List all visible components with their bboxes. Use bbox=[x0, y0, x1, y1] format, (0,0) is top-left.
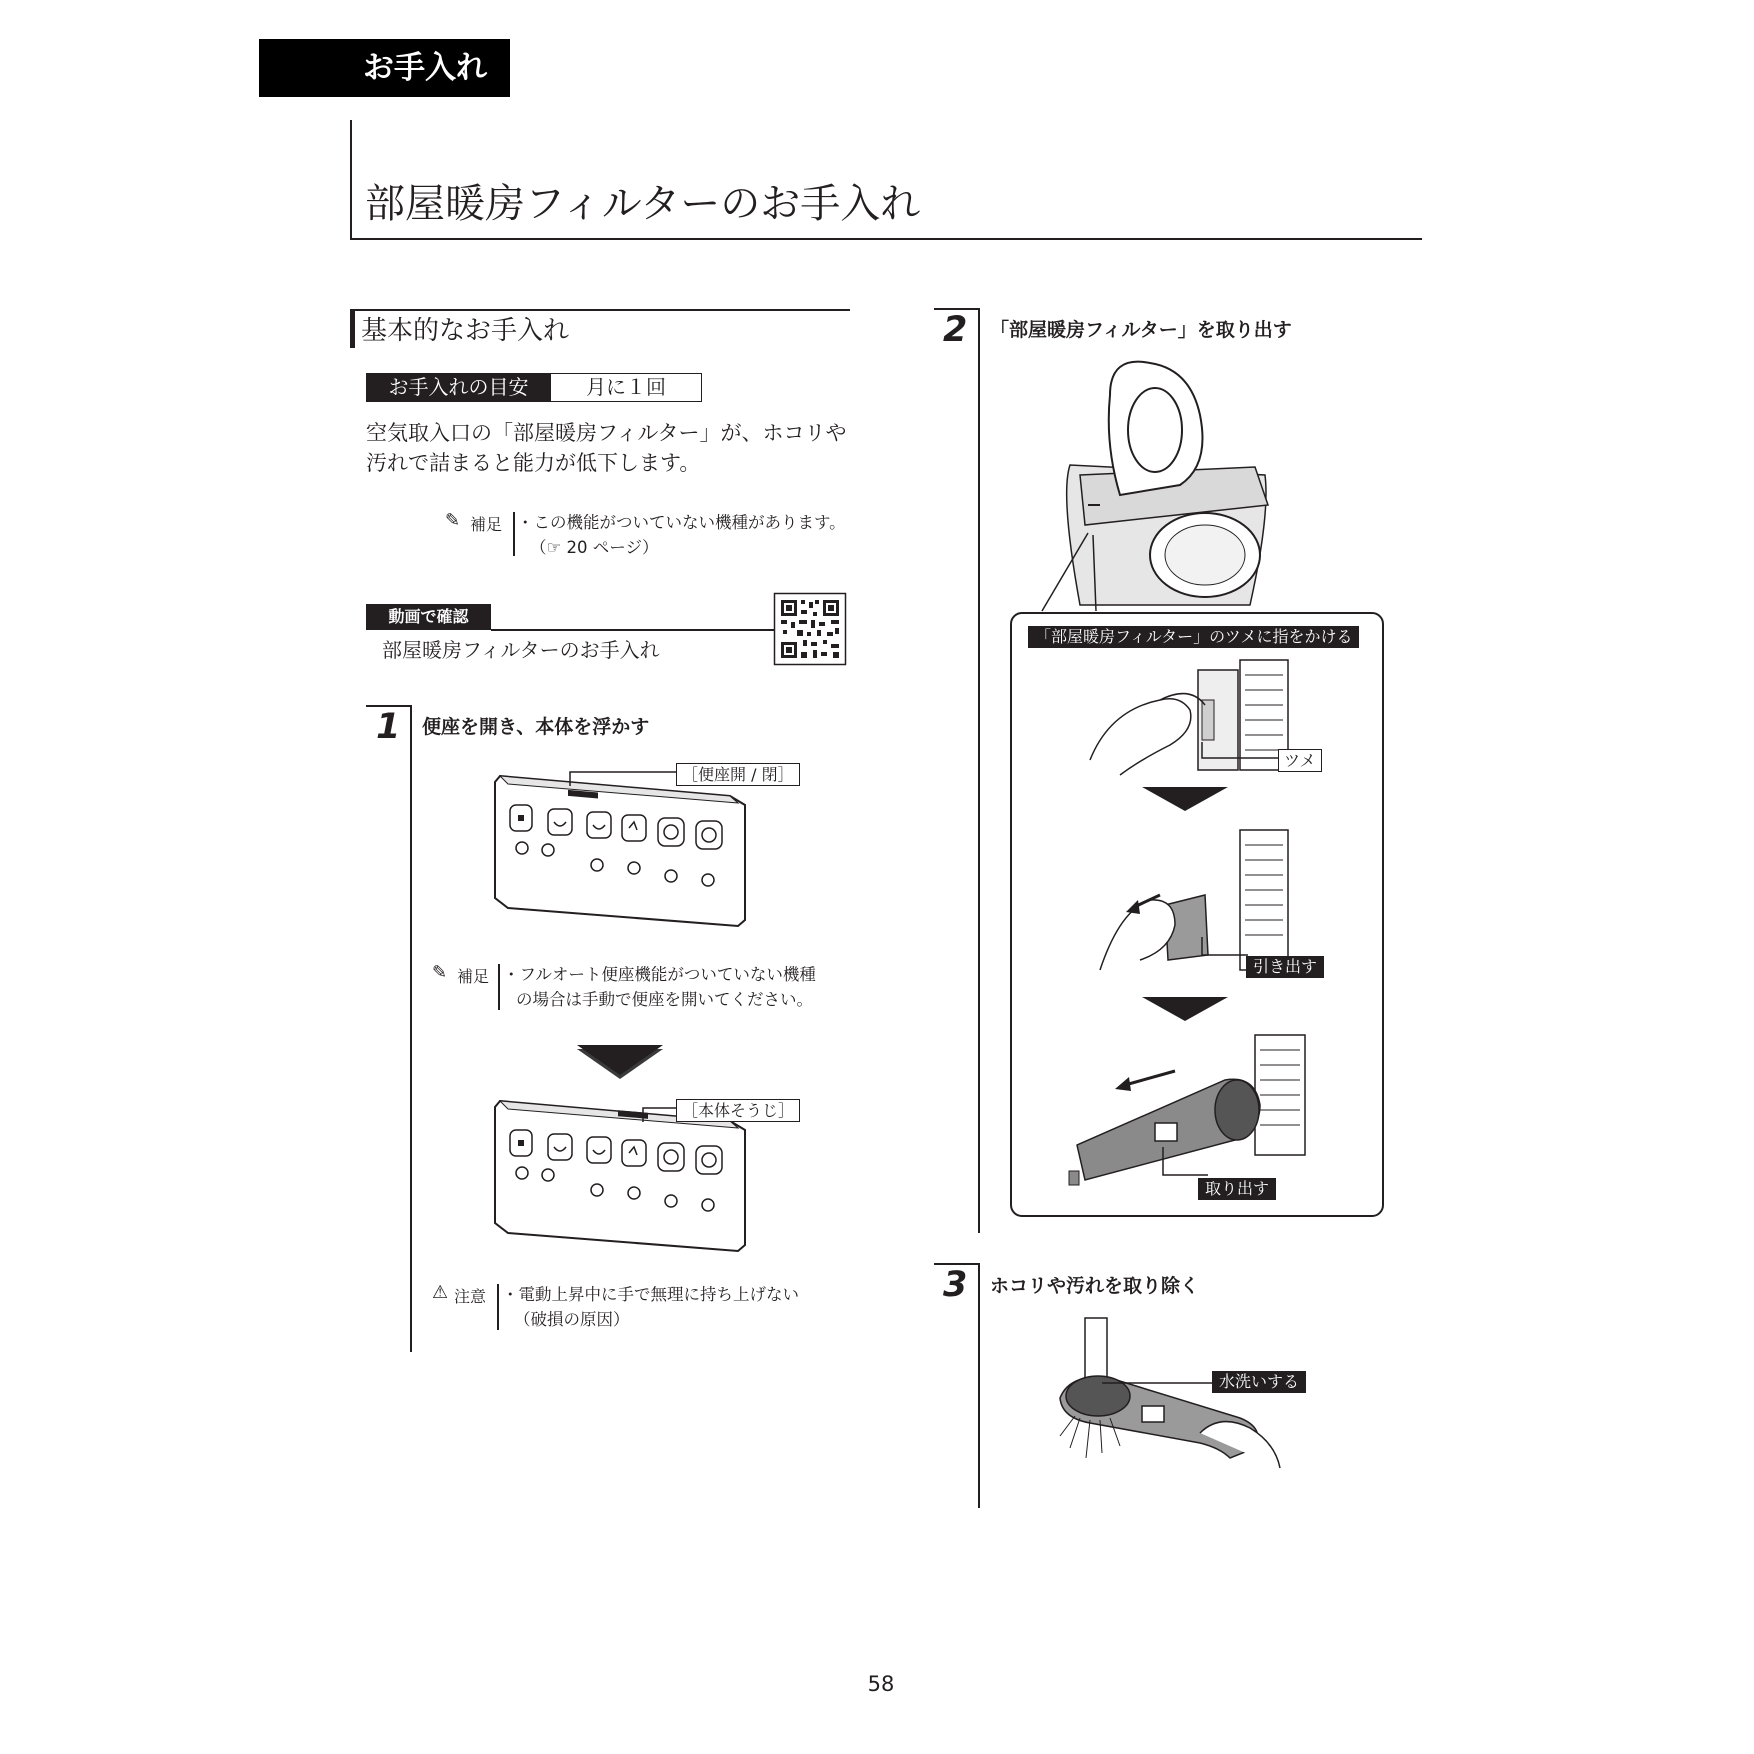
callout-line bbox=[560, 764, 680, 794]
washing-filter-illustration bbox=[1050, 1318, 1290, 1478]
step-2-title: 「部屋暖房フィルター」を取り出す bbox=[990, 319, 1292, 341]
step-3-rule bbox=[934, 1263, 979, 1265]
note-separator bbox=[513, 512, 515, 556]
note-line-1: ・フルオート便座機能がついていない機種 bbox=[503, 965, 816, 984]
caution-line-2: （破損の原因） bbox=[514, 1310, 630, 1329]
step-1-line bbox=[410, 705, 412, 1352]
video-rule bbox=[491, 629, 776, 631]
step-2-line bbox=[978, 308, 980, 1233]
page-title: 部屋暖房フィルターのお手入れ bbox=[365, 181, 921, 227]
callout-line bbox=[1100, 1375, 1215, 1395]
page-number: 58 bbox=[867, 1672, 895, 1696]
remote-control-illustration bbox=[490, 770, 750, 930]
down-chevron-icon bbox=[575, 1045, 665, 1085]
step-1-number: 1 bbox=[376, 707, 401, 747]
callout-line bbox=[1200, 935, 1250, 965]
seat-open-close-button-label: ［便座開 / 閉］ bbox=[676, 763, 800, 786]
note-separator bbox=[498, 964, 500, 1010]
wash-label: 水洗いする bbox=[1212, 1371, 1306, 1393]
tab-label: ツメ bbox=[1278, 749, 1322, 772]
remove-label: 取り出す bbox=[1198, 1178, 1276, 1200]
caution-separator bbox=[497, 1284, 499, 1330]
subsection-bar bbox=[350, 310, 355, 348]
caution-label: 注意 bbox=[454, 1287, 487, 1306]
note-label: 補足 bbox=[457, 967, 490, 986]
step-2-instruction: 「部屋暖房フィルター」のツメに指をかける bbox=[1028, 626, 1359, 648]
video-title: 部屋暖房フィルターのお手入れ bbox=[382, 638, 660, 662]
section-tab: お手入れ bbox=[259, 39, 510, 97]
pencil-icon: ✎ bbox=[432, 962, 448, 983]
down-chevron-icon bbox=[1140, 995, 1230, 1025]
note-label: 補足 bbox=[470, 515, 503, 534]
step-3-number: 3 bbox=[943, 1265, 968, 1305]
qr-code-icon[interactable] bbox=[774, 593, 846, 665]
pull-label: 引き出す bbox=[1246, 956, 1324, 978]
callout-line bbox=[1040, 525, 1100, 615]
note-line-1: ・この機能がついていない機種があります。 bbox=[517, 513, 846, 532]
subsection-rule bbox=[350, 309, 850, 311]
step-2-number: 2 bbox=[943, 310, 968, 350]
warning-icon: ⚠ bbox=[432, 1282, 449, 1303]
step-1-title: 便座を開き、本体を浮かす bbox=[422, 716, 650, 738]
frequency-label: お手入れの目安 bbox=[366, 373, 551, 401]
step-1-rule bbox=[366, 705, 411, 707]
caution-line-1: ・電動上昇中に手で無理に持ち上げない bbox=[502, 1285, 799, 1304]
callout-line bbox=[1200, 740, 1280, 770]
step-3-title: ホコリや汚れを取り除く bbox=[990, 1275, 1200, 1297]
title-rule-vertical bbox=[350, 120, 352, 240]
pencil-icon: ✎ bbox=[445, 510, 461, 531]
intro-text: 空気取入口の「部屋暖房フィルター」が、ホコリや汚れで詰まると能力が低下します。 bbox=[366, 421, 847, 475]
callout-line bbox=[630, 1100, 680, 1130]
subsection-title: 基本的なお手入れ bbox=[361, 316, 570, 346]
down-chevron-icon bbox=[1140, 785, 1230, 815]
title-rule-horizontal bbox=[350, 238, 1422, 240]
video-tag: 動画で確認 bbox=[366, 604, 491, 630]
note-line-2: （☞ 20 ページ） bbox=[530, 538, 659, 557]
note-line-2: の場合は手動で便座を開いてください。 bbox=[516, 990, 813, 1009]
step-2-rule bbox=[934, 308, 979, 310]
frequency-value: 月に１回 bbox=[586, 375, 666, 399]
body-cleaning-button-label: ［本体そうじ］ bbox=[676, 1099, 800, 1122]
step-3-line bbox=[978, 1263, 980, 1508]
